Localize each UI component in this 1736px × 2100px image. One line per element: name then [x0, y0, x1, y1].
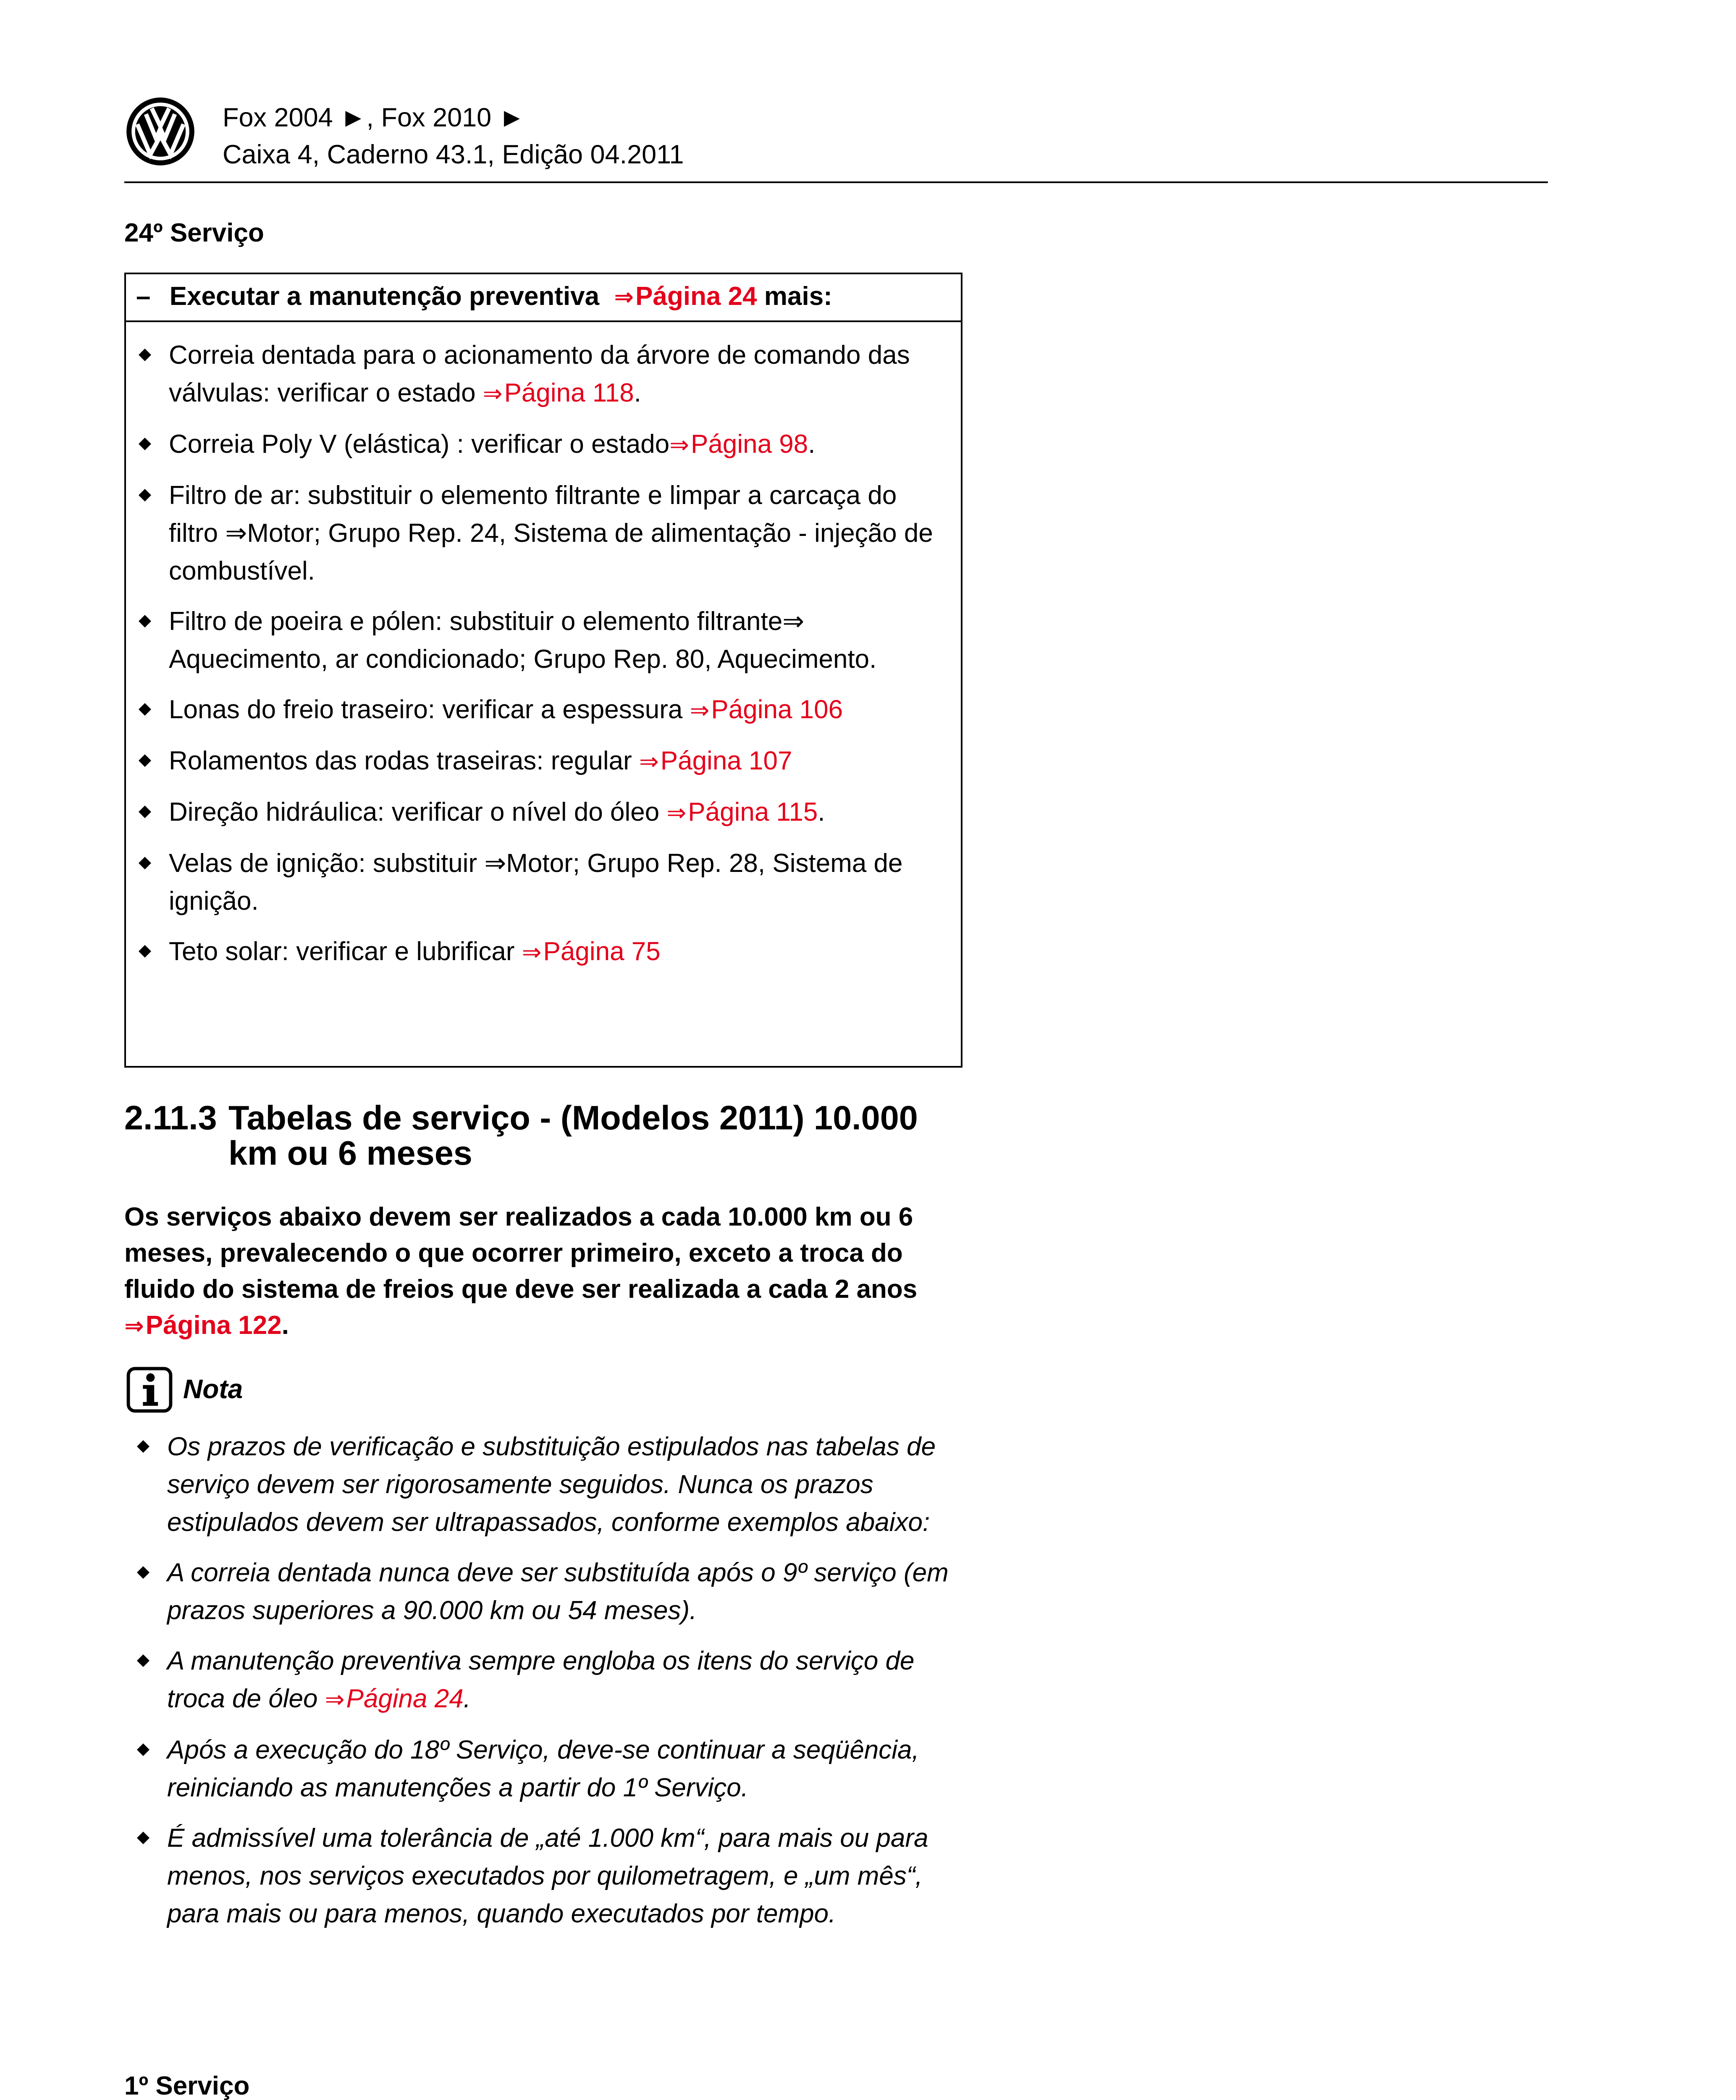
- diamond-bullet-icon: [139, 857, 151, 869]
- service24-list: [126, 322, 961, 976]
- link-pagina-24[interactable]: Página 24: [635, 282, 757, 311]
- service24-box: [124, 273, 962, 1068]
- arrow-icon: ⇒: [483, 380, 503, 407]
- arrow-icon: ⇒: [124, 1312, 144, 1340]
- nota-label: Nota: [183, 1374, 243, 1404]
- arrow-icon: ⇒: [522, 939, 542, 966]
- page-link[interactable]: Página 98: [691, 430, 808, 459]
- list-item: [126, 793, 961, 832]
- arrow-icon: ⇒: [639, 748, 659, 775]
- diamond-bullet-icon: [137, 1440, 149, 1453]
- service24-box-header: [126, 274, 961, 322]
- arrow-icon: ⇒: [666, 799, 687, 827]
- diamond-bullet-icon: [139, 615, 151, 627]
- list-item: [124, 1819, 977, 1933]
- list-item: [126, 477, 961, 590]
- list-item: [126, 425, 961, 464]
- list-item-text: É admissível uma tolerância de „até 1.000 km“, para mais ou para menos, nos serviços executados por quilometragem, e „um mês“, para mais ou para menos, quando executados por tempo.: [167, 1824, 928, 1928]
- section-title: [124, 1100, 918, 1171]
- page-link[interactable]: Página 106: [711, 695, 843, 724]
- page-link[interactable]: Página 118: [504, 378, 634, 407]
- vw-logo: [124, 95, 197, 168]
- diamond-bullet-icon: [139, 945, 151, 958]
- list-item-text: A manutenção preventiva sempre engloba os itens do serviço de troca de óleo: [167, 1646, 915, 1713]
- list-item-text: Filtro de poeira e pólen: substituir o elemento filtrante⇒ Aquecimento, ar condicionado; Grupo Rep. 80, Aquecimento.: [169, 607, 877, 674]
- service24-suffix: mais:: [757, 282, 832, 311]
- section-intro: [124, 1199, 964, 1344]
- diamond-bullet-icon: [139, 438, 151, 450]
- dash-bullet: –: [136, 282, 151, 311]
- list-item-suffix: .: [808, 430, 816, 459]
- list-item-suffix: .: [818, 798, 825, 827]
- page-link[interactable]: Página 107: [660, 746, 792, 775]
- edition-line: Caixa 4, Caderno 43.1, Edição 04.2011: [223, 140, 684, 169]
- list-item-text: Correia Poly V (elástica) : verificar o estado: [169, 430, 670, 459]
- diamond-bullet-icon: [139, 806, 151, 818]
- page-link[interactable]: Página 115: [688, 798, 818, 827]
- service1-heading: 1º Serviço: [124, 2071, 250, 2100]
- list-item-suffix: .: [463, 1684, 471, 1713]
- list-item-text: A correia dentada nunca deve ser substituída após o 9º serviço (em prazos superiores a 90.000 km ou 54 meses).: [167, 1558, 949, 1625]
- intro-text: Os serviços abaixo devem ser realizados a cada 10.000 km ou 6 meses, prevalecendo o que ocorrer primeiro, exceto a troca do fluido do sistema de freios que deve ser realizada a cada 2 anos: [124, 1202, 918, 1304]
- document-header: [223, 99, 684, 173]
- link-pagina-122[interactable]: Página 122: [145, 1311, 282, 1340]
- diamond-bullet-icon: [137, 1832, 149, 1844]
- intro-suffix: .: [281, 1311, 289, 1340]
- list-item-suffix: .: [634, 378, 641, 407]
- diamond-bullet-icon: [139, 703, 151, 716]
- arrow-icon: ⇒: [690, 697, 710, 724]
- header-divider: [124, 181, 1548, 183]
- nota-list: [124, 1428, 977, 1933]
- arrow-icon: ⇒: [669, 431, 689, 459]
- list-item: [126, 603, 961, 678]
- list-item: [126, 691, 961, 730]
- diamond-bullet-icon: [137, 1654, 149, 1667]
- model-line: Fox 2004 ►, Fox 2010 ►: [223, 103, 525, 132]
- list-item: [124, 1731, 977, 1807]
- list-item: [126, 845, 961, 920]
- section-title-line2: km ou 6 meses: [228, 1134, 472, 1172]
- list-item-text: Direção hidráulica: verificar o nível do óleo: [169, 798, 667, 827]
- info-icon: [126, 1366, 173, 1413]
- list-item-text: Os prazos de verificação e substituição estipulados nas tabelas de serviço devem ser rigorosamente seguidos. Nunca os prazos estipulados devem ser ultrapassados, conforme exemplos abaixo:: [167, 1432, 936, 1537]
- page-link[interactable]: Página 24: [346, 1684, 464, 1713]
- list-item-text: Lonas do freio traseiro: verificar a espessura: [169, 695, 690, 724]
- service24-instruction: Executar a manutenção preventiva: [169, 282, 600, 311]
- list-item: [126, 336, 961, 413]
- list-item-text: Filtro de ar: substituir o elemento filtrante e limpar a carcaça do filtro ⇒Motor; Grupo Rep. 24, Sistema de alimentação - injeção de combustível.: [169, 481, 933, 585]
- list-item-text: Após a execução do 18º Serviço, deve-se continuar a seqüência, reiniciando as manutenções a partir do 1º Serviço.: [167, 1735, 919, 1802]
- arrow-icon: ⇒: [614, 284, 634, 311]
- list-item: [124, 1642, 977, 1719]
- list-item: [126, 742, 961, 781]
- arrow-icon: ⇒: [325, 1686, 345, 1713]
- diamond-bullet-icon: [139, 754, 151, 767]
- diamond-bullet-icon: [139, 349, 151, 361]
- list-item: [126, 933, 961, 971]
- list-item-text: Velas de ignição: substituir ⇒Motor; Grupo Rep. 28, Sistema de ignição.: [169, 849, 903, 916]
- list-item-text: Teto solar: verificar e lubrificar: [169, 937, 522, 966]
- list-item: [124, 1554, 977, 1630]
- list-item-text: Rolamentos das rodas traseiras: regular: [169, 746, 639, 775]
- diamond-bullet-icon: [139, 489, 151, 501]
- section-number: 2.11.3: [124, 1099, 217, 1137]
- diamond-bullet-icon: [137, 1743, 149, 1756]
- list-item-text: Correia dentada para o acionamento da árvore de comando das válvulas: verificar o estado: [169, 341, 910, 407]
- diamond-bullet-icon: [137, 1566, 149, 1579]
- list-item: [124, 1428, 977, 1541]
- section-title-line1: Tabelas de serviço - (Modelos 2011) 10.000: [228, 1099, 918, 1137]
- service24-heading: 24º Serviço: [124, 218, 264, 247]
- page-link[interactable]: Página 75: [543, 937, 661, 966]
